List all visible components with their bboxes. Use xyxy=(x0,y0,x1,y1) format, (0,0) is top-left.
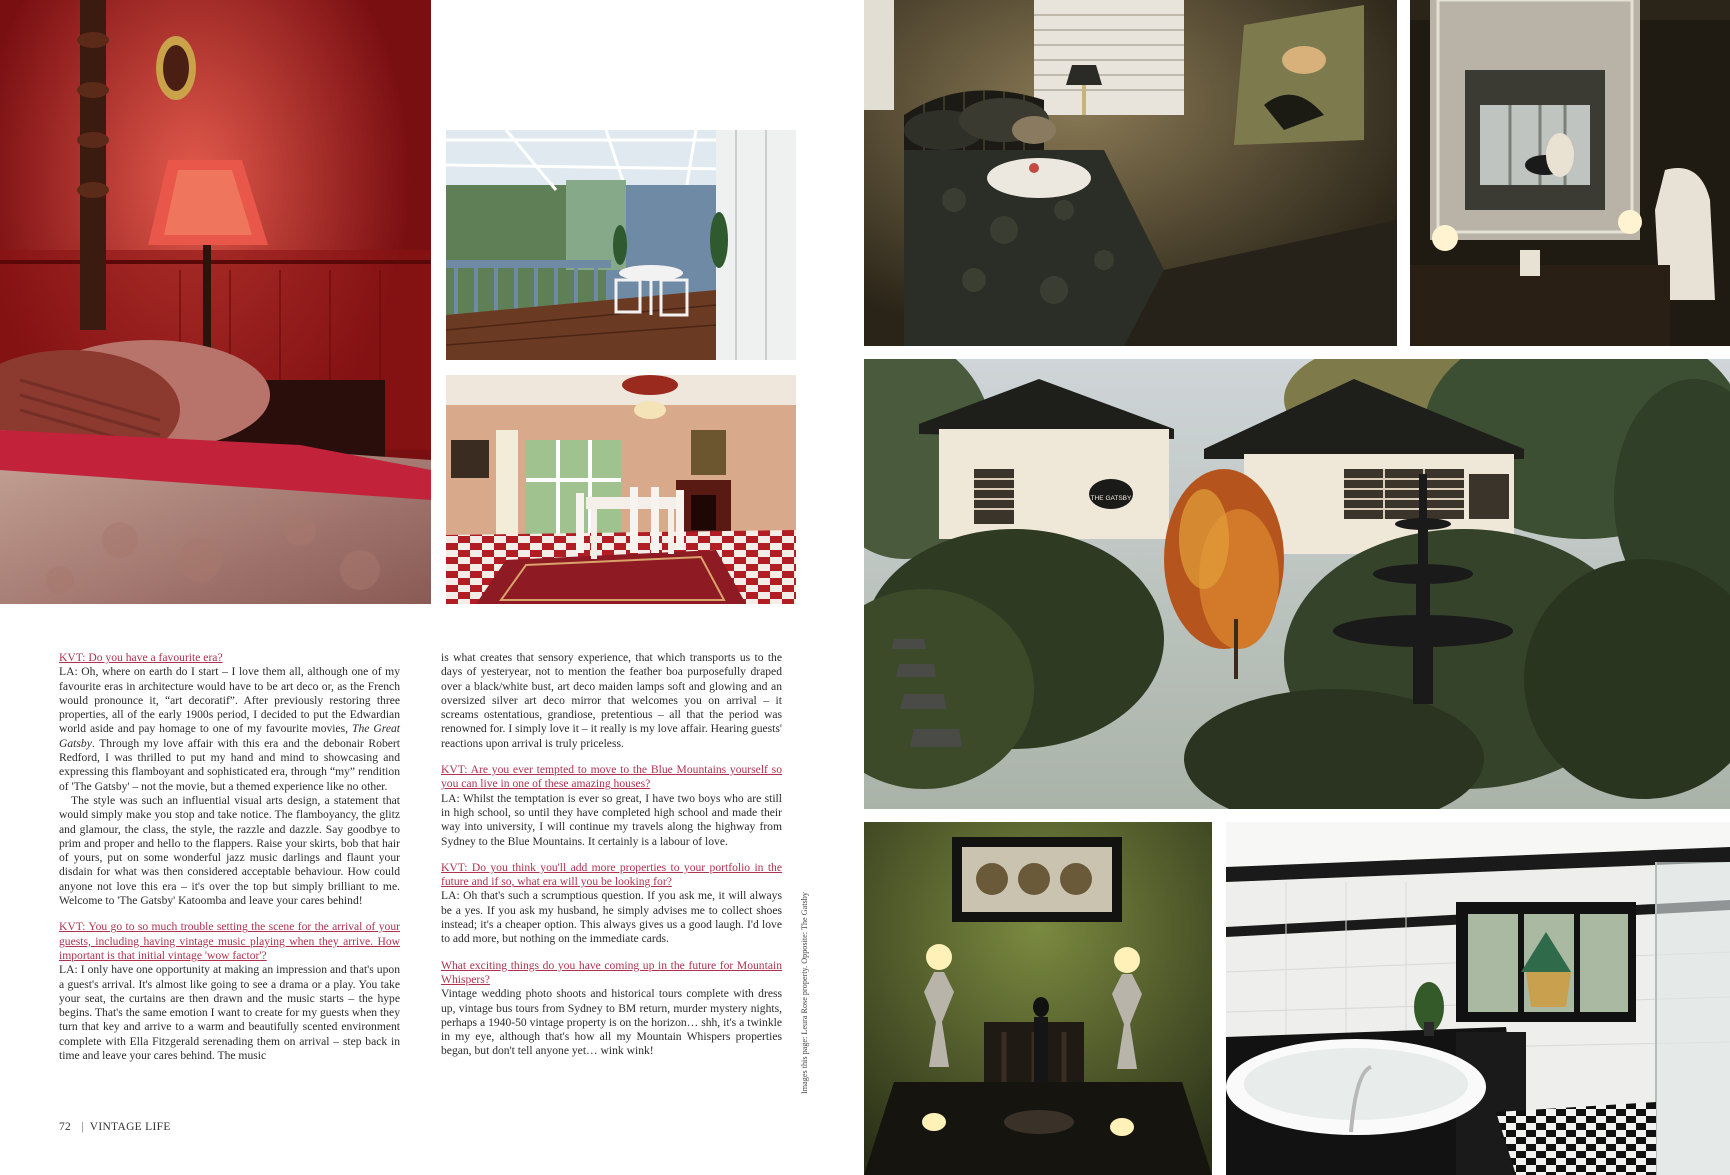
question-more-properties: KVT: Do you think you'll add more properties to your portfolio in the future and if so, what era will you be looking for? xyxy=(441,860,782,889)
answer-more-properties: LA: Oh that's such a scrumptious question. If you ask me, it will always be a yes. If you ask my husband, he simply advises me to collect shoes instead; it's a cheaper option. This always gives us a good laugh. I'd love to add more, but nothing on the immediate cards. xyxy=(441,889,782,946)
answer-wow-factor: LA: I only have one opportunity at making an impression and that's upon a guest's arrival. It's almost like going to see a drama or a play. You take your seat, the curtains are then drawn and the music starts – the hype begins. That's the same emotion I want to create for my guests when they turn that key and arrive to a warm and beautifully scented environment complete with Ella Fitzgerald serenading them on arrival – step back in time and leave your cares behind. The music xyxy=(59,963,400,1063)
answer-favourite-era-continued: The style was such an influential visual arts design, a statement that would simply make you stop and take notice. The flamboyancy, the glitz and glamour, the class, the style, the razzle and dazzle. Say goodbye to prim and proper and hello to the flappers. Raise your skirts, bob that hair of yours, put on some wonderful jazz music darlings and flaunt your disdain for what was then considered acceptable behaviour. How could anyone not love this era – it's over the top but simply brilliant to me. Welcome to 'The Gatsby' Katoomba and leave your cares behind! xyxy=(59,793,400,908)
answer-favourite-era: LA: Oh, where on earth do I start – I love them all, although one of my favourite eras in architecture would have to be art deco or, as the French would pronounce it, “art decoratif”. After previously restoring three properties, all of the early 1900s period, I decided to put the Edwardian world aside and pay homage to one of my favourite movies, The Great Gatsby. Through my love affair with this era and the debonair Robert Redford, I was thrilled to put my hand and mind to showcasing and expressing this flamboyant and sophisticated era, through “my” rendition of 'The Gatsby' – not the movie, but a themed experience like no other. xyxy=(59,665,400,793)
question-favourite-era: KVT: Do you have a favourite era? xyxy=(59,651,223,664)
film-title: The Great Gatsby xyxy=(59,722,400,750)
answer-future-plans: Vintage wedding photo shoots and historical tours complete with dress up, vintage bus tours from Sydney to BM return, murder mystery nights, perhaps a 1940-50 vintage property is on the horizon… shh, it's a twinkle in my eye, although that's how all my Mountain Whispers properties began, but don't tell anyone yet… wink wink! xyxy=(441,987,782,1058)
page-footer xyxy=(59,1121,171,1133)
photo-bathroom xyxy=(1226,822,1730,1175)
article-column-2 xyxy=(441,651,782,1059)
question-wow-factor: KVT: You go to so much trouble setting the scene for the arrival of your guests, including having vintage music playing when they arrive. How important is that initial vintage 'wow factor'? xyxy=(59,920,400,962)
photo-credit: Images this page: Leura Rose property. Opposite: The Gatsby xyxy=(800,892,809,1094)
house-sign-text: THE GATSBY xyxy=(1090,495,1132,502)
photo-red-bedroom xyxy=(0,0,431,604)
photo-gatsby-bedroom xyxy=(864,0,1397,346)
question-blue-mountains: KVT: Are you ever tempted to move to the Blue Mountains yourself so you can live in one of these amazing houses? xyxy=(441,763,782,791)
question-future-plans: What exciting things do you have coming up in the future for Mountain Whispers? xyxy=(441,958,782,986)
answer-blue-mountains: LA: Whilst the temptation is ever so great, I have two boys who are still in high school, so until they have completed high school and made their way into university, I will continue my travels along the highway from Sydney to the Blue Mountains. It certainly is a labour of love. xyxy=(441,791,782,848)
photo-verandah-deck xyxy=(446,130,796,360)
photo-silver-mirror xyxy=(1410,0,1730,346)
photo-art-deco-lamps xyxy=(864,822,1212,1175)
answer-wow-factor-continued: is what creates that sensory experience, that which transports us to the days of yesteryear, not to mention the feather boa purposefully draped over a black/white bust, art deco maiden lamps soft and glowing and an oversized silver art deco mirror that welcomes you on arrival – it screams ostentatious, grandiose, pretentious – all that the period was renowned for. I simply love it – it really is my love affair. Hearing guests' reactions upon arrival is truly priceless. xyxy=(441,651,782,750)
article-column-1 xyxy=(59,651,400,1063)
photo-dining-room xyxy=(446,375,796,604)
page-number: 72 xyxy=(59,1121,72,1133)
footer-separator: | xyxy=(81,1121,84,1133)
photo-gatsby-house-exterior xyxy=(864,359,1730,809)
magazine-name: VINTAGE LIFE xyxy=(89,1121,171,1133)
